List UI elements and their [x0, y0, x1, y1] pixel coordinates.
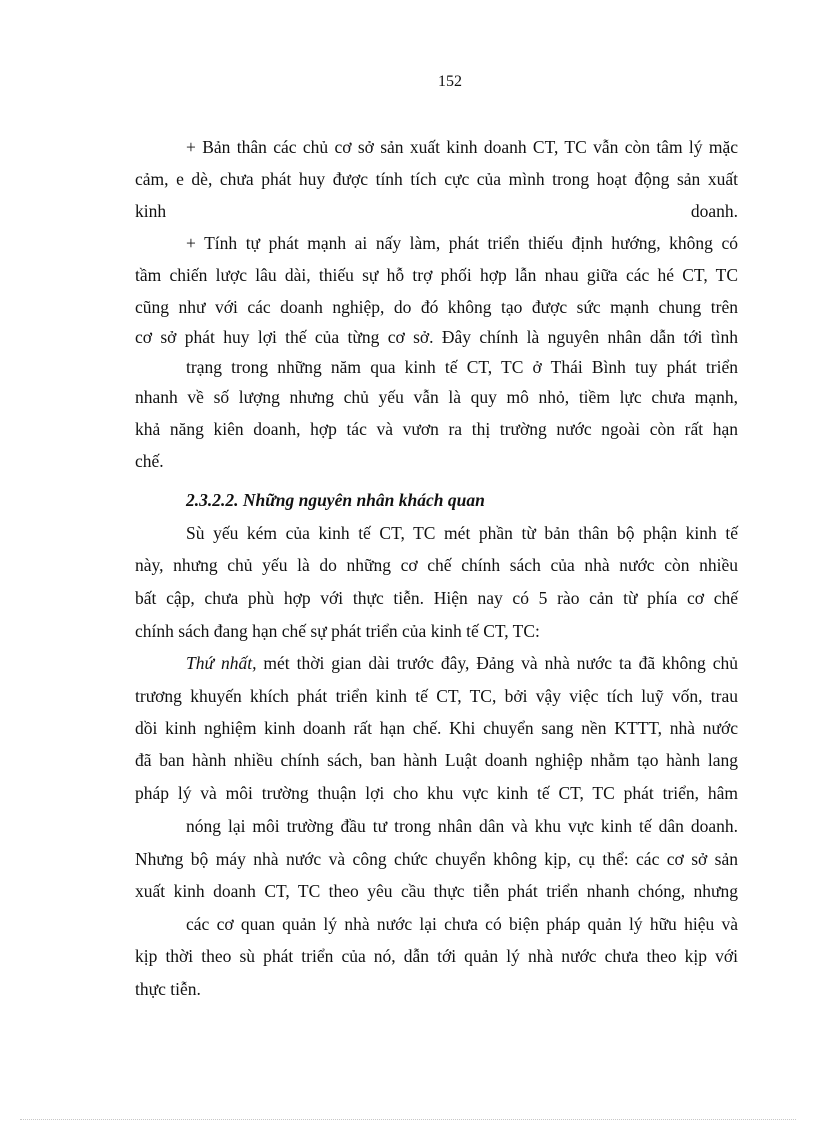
text-line: chính sách đang hạn chế sự phát triển của kinh tế CT, TC: [135, 621, 540, 641]
text-line: các cơ quan quản lý nhà nước lại chưa có biện pháp quản lý hữu hiệu và [186, 914, 738, 934]
text-line: Nhưng bộ máy nhà nước và công chức chuyển không kịp, cụ thể: các cơ sở sản [135, 849, 738, 869]
text-line: chế. [135, 451, 164, 471]
text-line [186, 652, 738, 674]
text-line: Sù yếu kém của kinh tế CT, TC mét phần từ bản thân bộ phận kinh tế [186, 523, 738, 543]
text-line: khả năng kiên doanh, hợp tác và vươn ra thị trường nước ngoài còn rất hạn [135, 419, 738, 439]
page-number: 152 [438, 73, 462, 90]
emphasis-lead: Thứ nhất, [186, 653, 257, 673]
text-line: nóng lại môi trường đầu tư trong nhân dân và khu vực kinh tế dân doanh. [186, 816, 738, 836]
text-line: + Tính tự phát mạnh ai nấy làm, phát triển thiếu định hướng, không có [186, 233, 738, 253]
text-line: này, nhưng chủ yếu là do những cơ chế chính sách của nhà nước còn nhiều [135, 555, 738, 575]
text-line: cũng như với các doanh nghiệp, do đó không tạo được sức mạnh chung trên [135, 297, 738, 317]
text-line: + Bản thân các chủ cơ sở sản xuất kinh doanh CT, TC vẫn còn tâm lý mặc [186, 137, 738, 157]
page-bottom-divider [20, 1119, 796, 1120]
text-line: tầm chiến lược lâu dài, thiếu sự hỗ trợ phối hợp lẫn nhau giữa các hé CT, TC [135, 265, 738, 285]
text-line: kinh doanh. [135, 201, 738, 221]
text-line: trương khuyến khích phát triển kinh tế CT, TC, bởi vậy việc tích luỹ vốn, trau [135, 686, 738, 706]
text-line: cảm, e dè, chưa phát huy được tính tích cực của mình trong hoạt động sản xuất [135, 169, 738, 189]
text-line: trạng trong những năm qua kinh tế CT, TC ở Thái Bình tuy phát triển [186, 357, 738, 377]
text-line: cơ sở phát huy lợi thế của từng cơ sở. Đây chính là nguyên nhân dẫn tới tình [135, 327, 738, 347]
text-line: nhanh về số lượng nhưng chủ yếu vẫn là quy mô nhỏ, tiềm lực chưa mạnh, [135, 387, 738, 407]
text-line: dồi kinh nghiệm kinh doanh rất hạn chế. Khi chuyển sang nền KTTT, nhà nước [135, 718, 738, 738]
text-line: thực tiễn. [135, 979, 201, 999]
text-line: xuất kinh doanh CT, TC theo yêu cầu thực tiễn phát triển nhanh chóng, nhưng [135, 881, 738, 901]
text-span: mét thời gian dài trước đây, Đảng và nhà nước ta đã không chủ [263, 653, 739, 673]
text-line: kịp thời theo sù phát triển của nó, dẫn tới quản lý nhà nước chưa theo kịp với [135, 946, 738, 966]
text-line: bất cập, chưa phù hợp với thực tiễn. Hiện nay có 5 rào cản từ phía cơ chế [135, 588, 738, 608]
section-heading: 2.3.2.2. Những nguyên nhân khách quan [186, 490, 485, 510]
text-line: đã ban hành nhiều chính sách, ban hành Luật doanh nghiệp nhằm tạo hành lang [135, 750, 738, 770]
text-line: pháp lý và môi trường thuận lợi cho khu vực kinh tế CT, TC phát triển, hâm [135, 783, 738, 803]
